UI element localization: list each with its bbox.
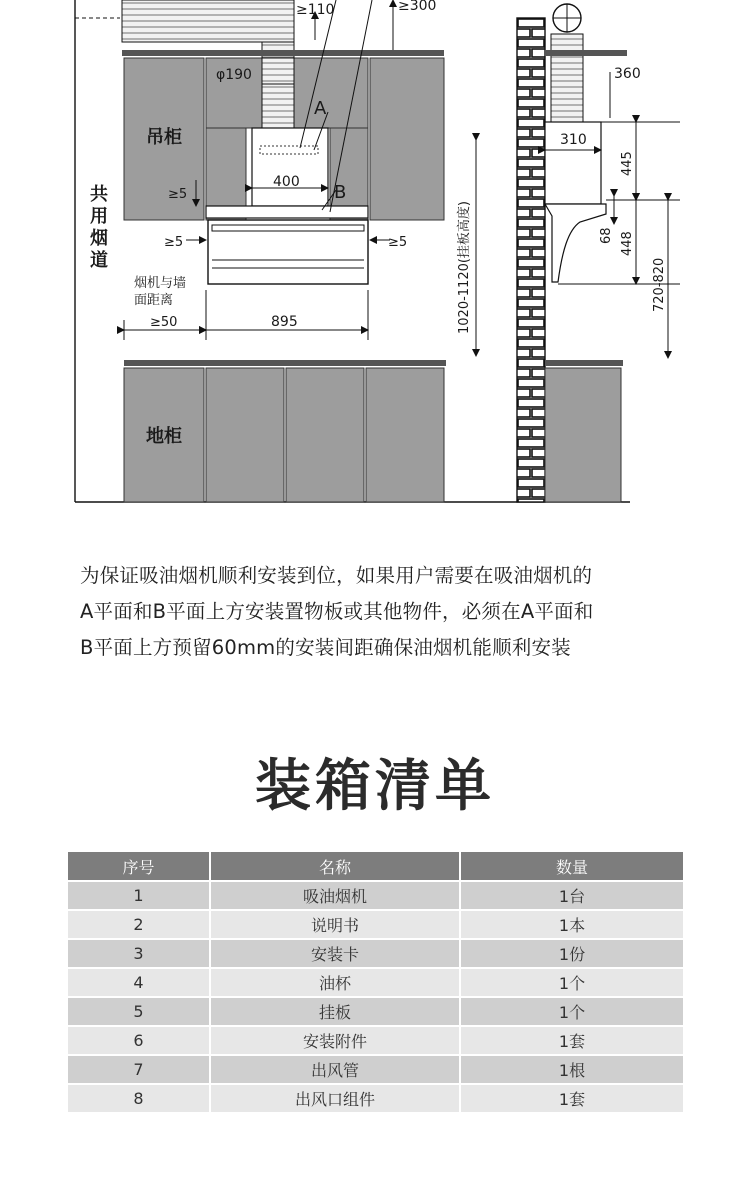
table-row — [68, 910, 683, 939]
hood-canopy — [208, 220, 368, 284]
hood-chimney — [252, 128, 328, 206]
dim-gap-5-left: ≥5 — [164, 235, 184, 250]
cell-name: 吸油烟机 — [210, 881, 460, 910]
installation-diagram — [0, 0, 750, 510]
cell-name: 挂板 — [210, 997, 460, 1026]
cell-quantity: 1个 — [460, 968, 683, 997]
header-index: 序号 — [68, 852, 210, 881]
cell-quantity: 1本 — [460, 910, 683, 939]
note-line: B平面上方预留60mm的安装间距确保油烟机能顺利安装 — [80, 636, 571, 659]
label-wall-cabinet: 吊柜 — [146, 127, 182, 148]
dim-side-68: 68 — [599, 227, 614, 244]
dim-side-360: 360 — [614, 66, 641, 82]
side-duct — [551, 34, 583, 122]
dim-gap-5-right: ≥5 — [388, 235, 408, 250]
cell-name: 油杯 — [210, 968, 460, 997]
cell-name: 说明书 — [210, 910, 460, 939]
table-row — [68, 1055, 683, 1084]
table-row — [68, 939, 683, 968]
label-flue-4: 道 — [90, 250, 108, 271]
label-wall-gap-2: 面距离 — [134, 293, 174, 308]
label-wall-gap-1: 烟机与墙 — [134, 276, 187, 291]
cell-index: 3 — [68, 939, 210, 968]
table-row — [68, 1084, 683, 1113]
dim-pipe-190: φ190 — [216, 67, 252, 83]
label-flue-1: 共 — [90, 184, 108, 205]
cell-quantity: 1个 — [460, 997, 683, 1026]
brick-wall — [517, 18, 545, 502]
dim-side-445: 445 — [620, 151, 635, 176]
dim-side-448: 448 — [620, 231, 635, 256]
label-point-a: A — [314, 98, 327, 119]
installation-note — [80, 558, 690, 666]
label-base-cabinet: 地柜 — [146, 426, 182, 447]
label-flue-2: 用 — [90, 206, 108, 227]
cell-quantity: 1份 — [460, 939, 683, 968]
cell-quantity: 1台 — [460, 881, 683, 910]
table-row — [68, 968, 683, 997]
cell-name: 安装卡 — [210, 939, 460, 968]
cell-index: 6 — [68, 1026, 210, 1055]
label-flue-3: 烟 — [90, 228, 108, 249]
table-row — [68, 997, 683, 1026]
dim-width-400: 400 — [273, 174, 300, 190]
note-line: 为保证吸油烟机顺利安装到位，如果用户需要在吸油烟机的 — [80, 564, 593, 587]
hood-panel — [206, 206, 368, 218]
top-duct — [122, 0, 294, 42]
dim-side-310: 310 — [560, 132, 587, 148]
cell-index: 2 — [68, 910, 210, 939]
header-name: 名称 — [210, 852, 460, 881]
cell-quantity: 1套 — [460, 1084, 683, 1113]
header-quantity: 数量 — [460, 852, 683, 881]
dim-width-895: 895 — [271, 314, 298, 330]
side-base-cabinet — [545, 368, 621, 502]
cell-index: 4 — [68, 968, 210, 997]
table-header-row — [68, 852, 683, 881]
cell-index: 1 — [68, 881, 210, 910]
label-point-b: B — [334, 182, 347, 203]
cell-quantity: 1套 — [460, 1026, 683, 1055]
dim-side-720-820: 720-820 — [652, 257, 667, 312]
dim-height-range: 1020-1120(挂板高度) — [457, 200, 472, 334]
cell-quantity: 1根 — [460, 1055, 683, 1084]
packing-list-title: 装箱清单 — [255, 754, 495, 819]
cell-index: 8 — [68, 1084, 210, 1113]
dim-gap-50: ≥50 — [150, 315, 178, 330]
wall-cabinet-top — [122, 50, 444, 56]
dim-gap-110: ≥110 — [296, 2, 335, 18]
cell-name: 安装附件 — [210, 1026, 460, 1055]
base-cabinet-top — [124, 360, 446, 366]
note-line: A平面和B平面上方安装置物板或其他物件，必须在A平面和 — [80, 600, 594, 623]
dim-gap-300: ≥300 — [398, 0, 437, 14]
cell-name: 出风管 — [210, 1055, 460, 1084]
packing-list-table — [68, 852, 683, 1114]
dim-gap-5-top: ≥5 — [168, 187, 188, 202]
table-row — [68, 881, 683, 910]
cell-index: 7 — [68, 1055, 210, 1084]
side-hood-canopy — [545, 204, 606, 282]
cell-index: 5 — [68, 997, 210, 1026]
table-row — [68, 1026, 683, 1055]
cell-name: 出风口组件 — [210, 1084, 460, 1113]
side-shelf — [545, 50, 627, 56]
